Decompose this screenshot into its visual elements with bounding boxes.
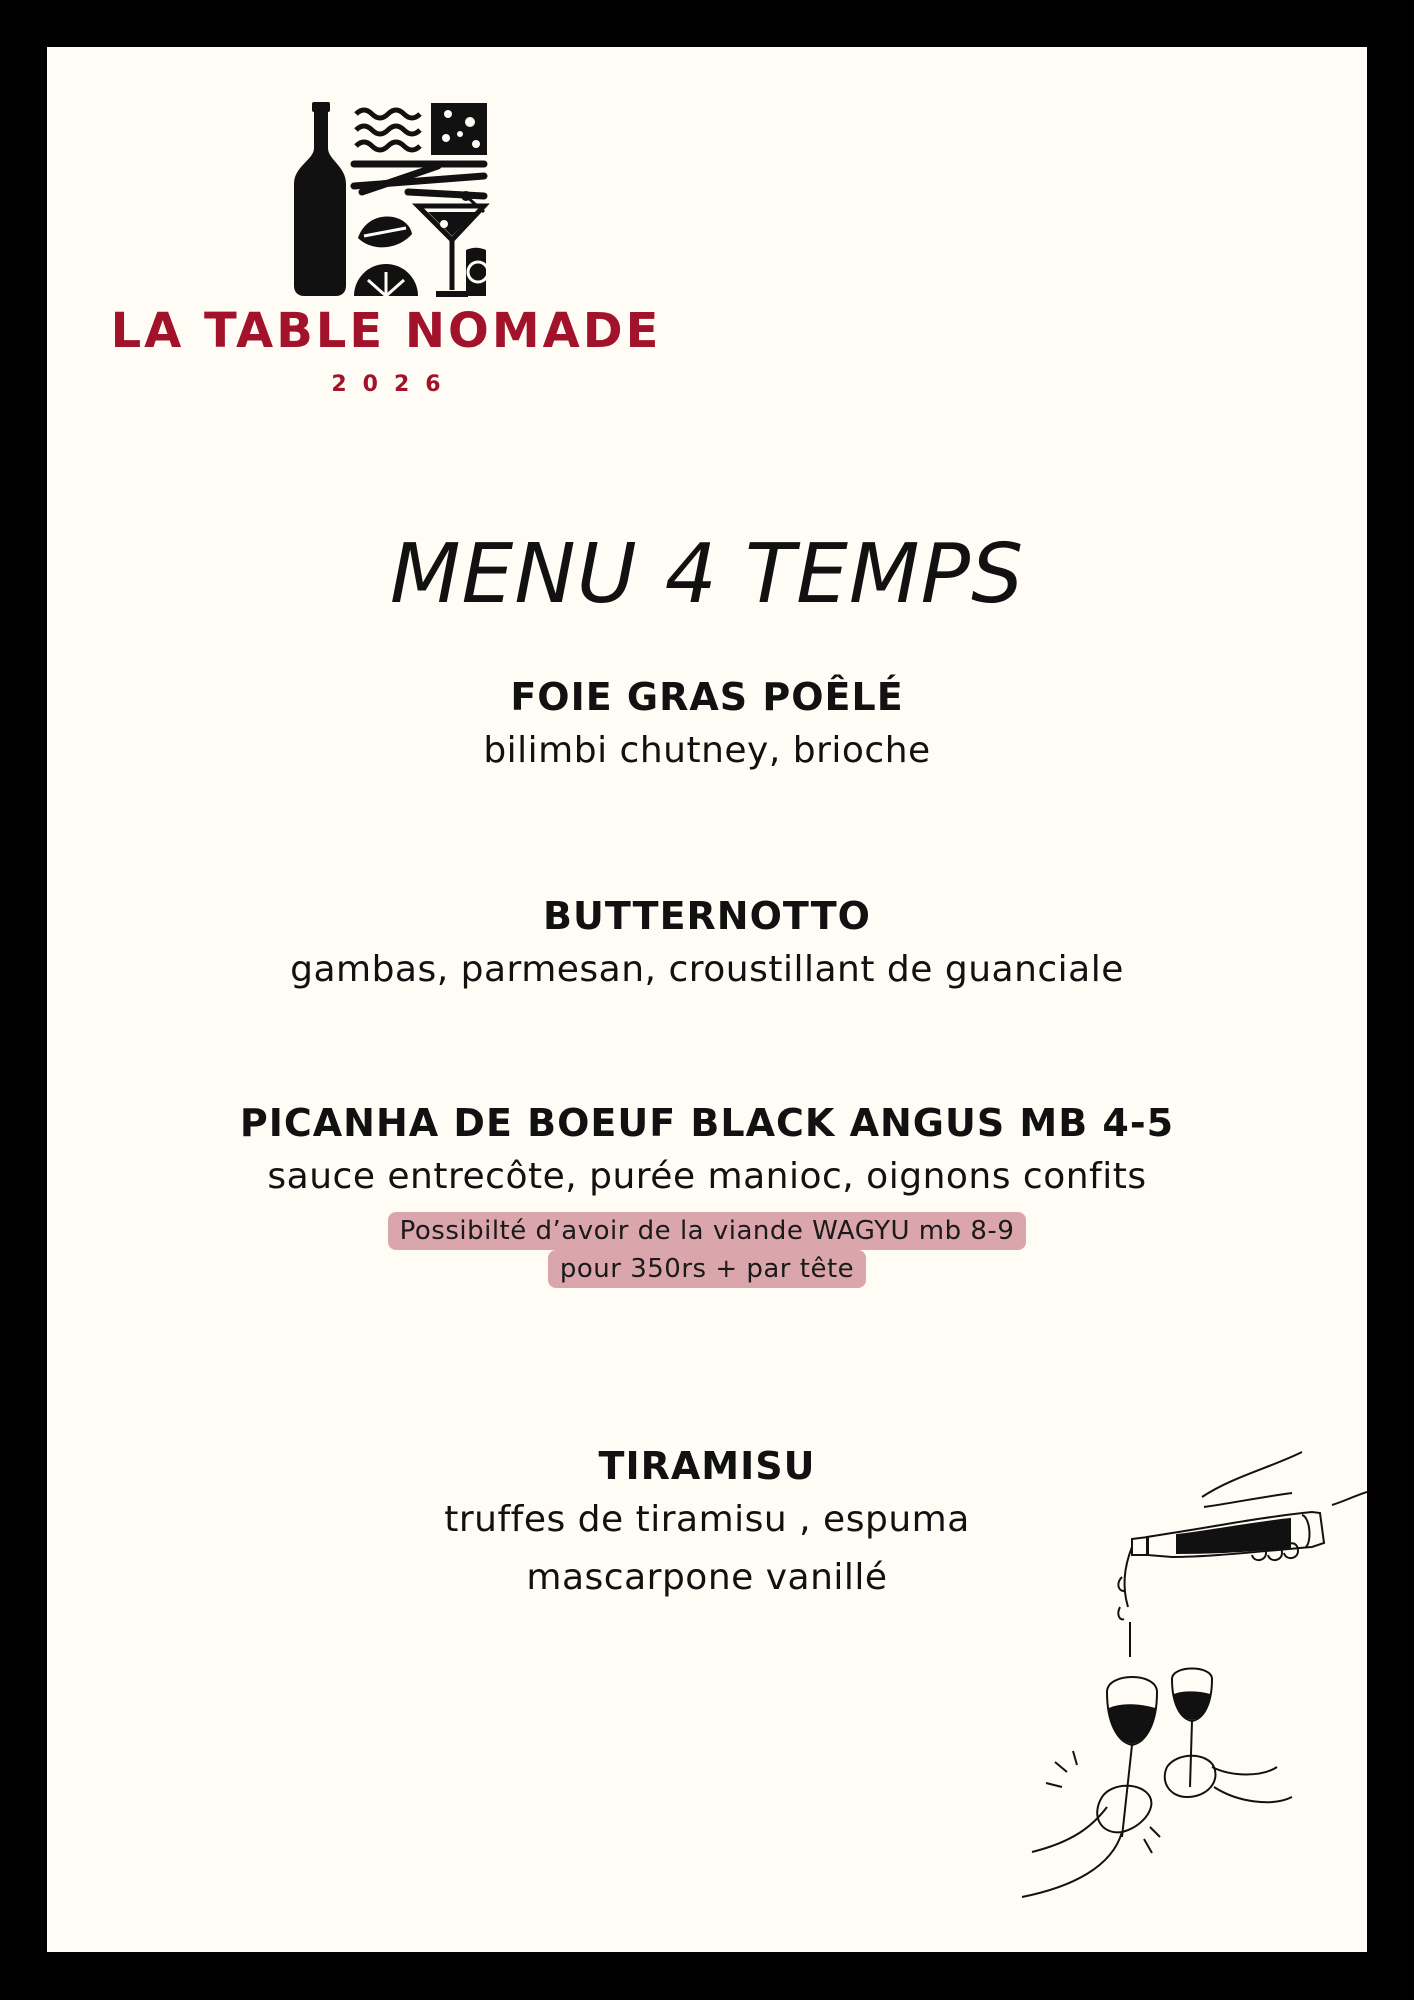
menu-title: MENU 4 TEMPS — [389, 527, 1025, 622]
wagyu-note — [47, 1212, 1367, 1288]
course-name: PICANHA DE BOEUF BLACK ANGUS MB 4-5 — [239, 1101, 1175, 1145]
course-name: TIRAMISU — [598, 1444, 816, 1488]
course-description: gambas, parmesan, croustillant de guanciale — [290, 949, 1124, 990]
course-picanha — [47, 1098, 1367, 1288]
wine-bottle-icon — [294, 102, 346, 296]
course-description: bilimbi chutney, brioche — [483, 730, 931, 771]
citrus-icon — [354, 264, 418, 296]
brand-name: LA TABLE NOMADE — [110, 303, 662, 359]
leaf-icon — [358, 217, 412, 248]
cheese-icon — [431, 103, 487, 155]
note-line: pour 350rs + par tête — [548, 1250, 866, 1288]
brand-year: 2026 — [331, 372, 457, 397]
menu-page — [47, 47, 1367, 1952]
course-butternotto — [47, 891, 1367, 999]
course-name: FOIE GRAS POÊLÉ — [510, 675, 904, 719]
breadsticks-icon — [354, 164, 484, 196]
waves-icon — [356, 110, 420, 150]
cocktail-icon — [418, 191, 488, 296]
toasting-glasses-illustration — [972, 1447, 1367, 1907]
logo-icon — [288, 100, 538, 300]
course-description: mascarpone vanillé — [526, 1557, 888, 1598]
course-description: sauce entrecôte, purée manioc, oignons confits — [267, 1156, 1147, 1197]
note-line: Possibilté d’avoir de la viande WAGYU mb 8-9 — [388, 1212, 1027, 1250]
course-description: truffes de tiramisu , espuma — [444, 1499, 970, 1540]
course-foie-gras — [47, 672, 1367, 780]
course-name: BUTTERNOTTO — [543, 894, 871, 938]
